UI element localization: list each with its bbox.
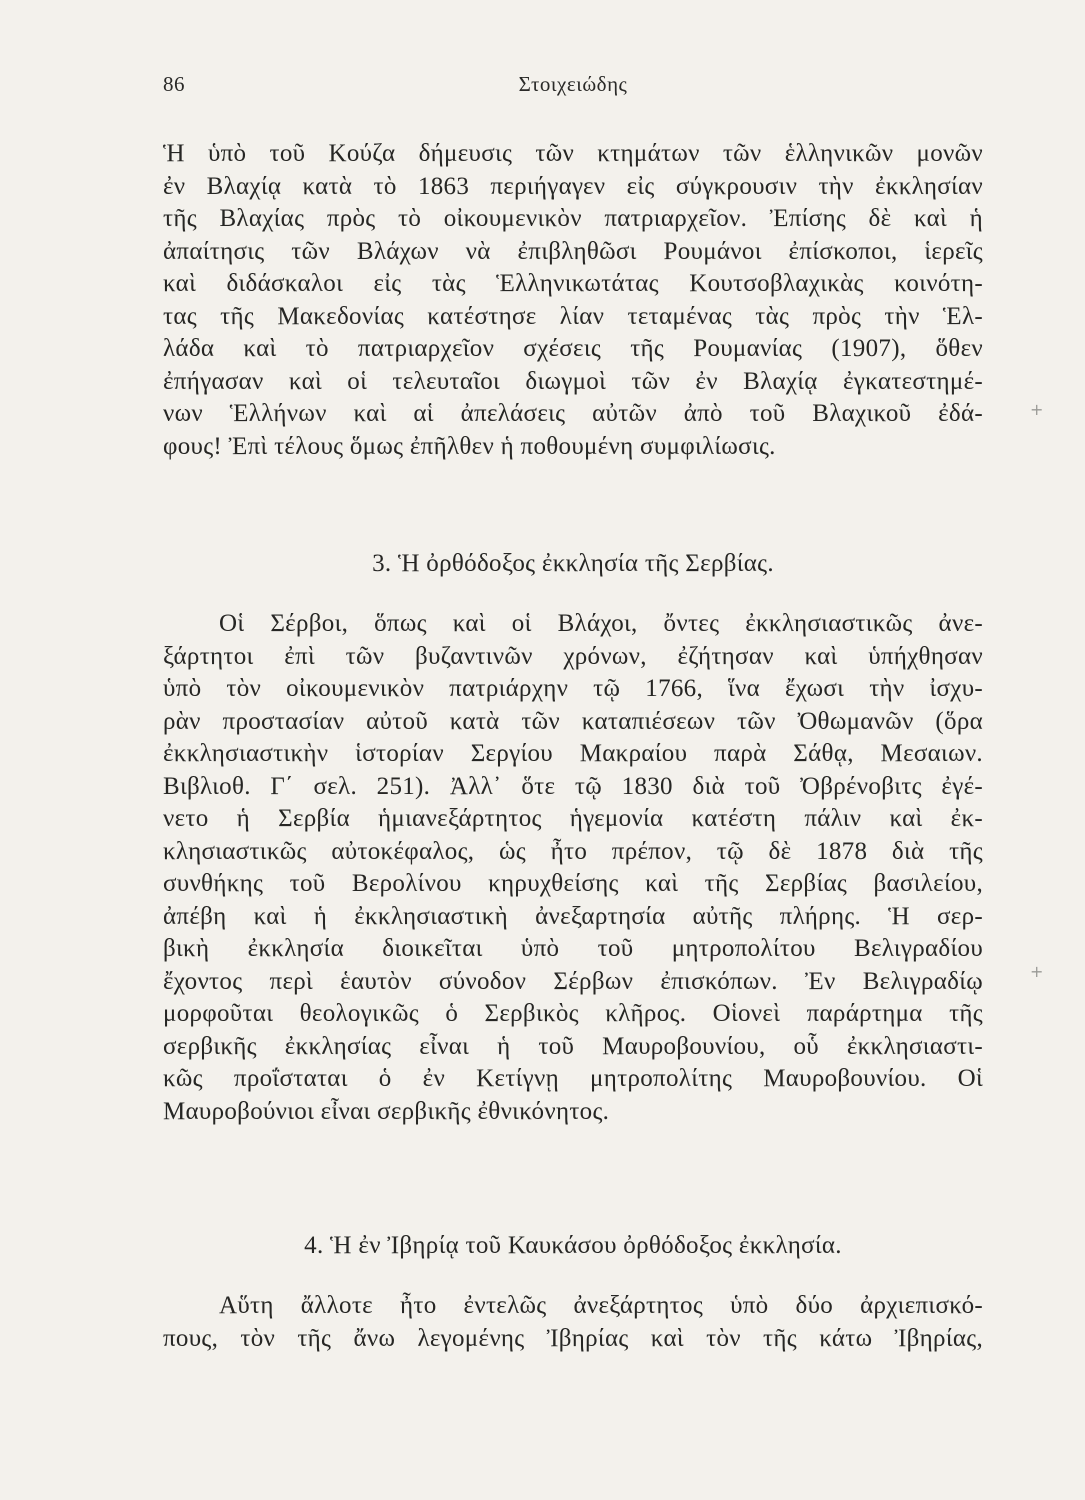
running-title: Στοιχειώδης (518, 72, 628, 96)
margin-mark: + (1030, 962, 1044, 981)
text-line: κῶς προΐσταται ὁ ἐν Κετίγνῃ μητροπολίτης Μαυροβουνίου. Οἱ (163, 1065, 983, 1092)
text-line: μορφοῦται θεολογικῶς ὁ Σερβικὸς κλῆρος. Οἱονεὶ παράρτημα τῆς (163, 1000, 983, 1027)
page-number: 86 (163, 72, 185, 96)
text-line: τας τῆς Μακεδονίας κατέστησε λίαν τεταμένας τὰς πρὸς τὴν Ἑλ- (163, 302, 983, 330)
text-line: Μαυροβούνιοι εἶναι σερβικῆς ἐθνικόνητος. (163, 1097, 610, 1125)
paragraph-iberia (163, 1290, 983, 1355)
text-line: νων Ἑλλήνων καὶ αἱ ἀπελάσεις αὐτῶν ἀπὸ τοῦ Βλαχικοῦ ἐδά- (163, 400, 983, 427)
text-line: νετο ἡ Σερβία ἡμιανεξάρτητος ἡγεμονία κατέστη πάλιν καὶ ἐκ- (163, 805, 983, 832)
margin-mark: + (1030, 400, 1044, 419)
page-header (163, 72, 983, 104)
text-line: καὶ διδάσκαλοι εἰς τὰς Ἑλληνικωτάτας Κουτσοβλαχικὰς κοινότη- (163, 270, 983, 297)
text-line: φους! Ἐπὶ τέλους ὅμως ἐπῆλθεν ἡ ποθουμένη συμφιλίωσις. (163, 432, 776, 460)
text-line: ἀπέβη καὶ ἡ ἐκκλησιαστικὴ ἀνεξαρτησία αὐτῆς πλήρης. Ἡ σερ- (163, 902, 983, 930)
section-heading-iberia: 4. Ἡ ἐν Ἰβηρίᾳ τοῦ Καυκάσου ὀρθόδοξος ἐκκλησία. (304, 1232, 842, 1259)
text-line: ρὰν προστασίαν αὐτοῦ κατὰ τῶν καταπιέσεων τῶν Ὀθωμανῶν (ὅρα (163, 707, 983, 735)
text-line: βικὴ ἐκκλησία διοικεῖται ὑπὸ τοῦ μητροπολίτου Βελιγραδίου (163, 935, 983, 962)
text-line: ἐκκλησιαστικὴν ἱστορίαν Σεργίου Μακραίου παρὰ Σάθᾳ, Μεσαιων. (163, 740, 983, 767)
text-line: σερβικῆς ἐκκλησίας εἶναι ἡ τοῦ Μαυροβουνίου, οὗ ἐκκλησιαστι- (163, 1032, 983, 1060)
paragraph-wallachia (163, 138, 983, 463)
text-line: πους, τὸν τῆς ἄνω λεγομένης Ἰβηρίας καὶ τὸν τῆς κάτω Ἰβηρίας, (163, 1324, 983, 1352)
text-line: ξάρτητοι ἐπὶ τῶν βυζαντινῶν χρόνων, ἐζήτησαν καὶ ὑπήχθησαν (163, 642, 983, 670)
text-line: ἐν Βλαχίᾳ κατὰ τὸ 1863 περιήγαγεν εἰς σύγκρουσιν τὴν ἐκκλησίαν (163, 172, 983, 200)
text-line: ἐπήγασαν καὶ οἱ τελευταῖοι διωγμοὶ τῶν ἐν Βλαχίᾳ ἐγκατεστημέ- (163, 367, 983, 395)
text-line: κλησιαστικῶς αὐτοκέφαλος, ὡς ἦτο πρέπον, τῷ δὲ 1878 διὰ τῆς (163, 837, 983, 865)
text-line: ὑπὸ τὸν οἰκουμενικὸν πατριάρχην τῷ 1766, ἵνα ἔχωσι τὴν ἰσχυ- (163, 675, 983, 702)
text-line: ἀπαίτησις τῶν Βλάχων νὰ ἐπιβληθῶσι Ρουμάνοι ἐπίσκοποι, ἱερεῖς (163, 237, 983, 265)
text-line: συνθήκης τοῦ Βερολίνου κηρυχθείσης καὶ τῆς Σερβίας βασιλείου, (163, 870, 983, 897)
text-line: Οἱ Σέρβοι, ὅπως καὶ οἱ Βλάχοι, ὄντες ἐκκλησιαστικῶς ἀνε- (219, 610, 983, 637)
text-line: λάδα καὶ τὸ πατριαρχεῖον σχέσεις τῆς Ρουμανίας (1907), ὅθεν (163, 335, 983, 362)
paragraph-serbia (163, 608, 983, 1128)
text-line: ἔχοντος περὶ ἑαυτὸν σύνοδον Σέρβων ἐπισκόπων. Ἐν Βελιγραδίῳ (163, 967, 983, 995)
section-heading-serbia: 3. Ἡ ὀρθόδοξος ἐκκλησία τῆς Σερβίας. (372, 550, 774, 577)
text-line: τῆς Βλαχίας πρὸς τὸ οἰκουμενικὸν πατριαρχεῖον. Ἐπίσης δὲ καὶ ἡ (163, 205, 983, 232)
text-line: Ἡ ὑπὸ τοῦ Κούζα δήμευσις τῶν κτημάτων τῶν ἑλληνικῶν μονῶν (163, 140, 983, 167)
text-line: Αὕτη ἄλλοτε ἦτο ἐντελῶς ἀνεξάρτητος ὑπὸ δύο ἀρχιεπισκό- (219, 1292, 983, 1319)
text-line: Βιβλιοθ. Γ΄ σελ. 251). Ἀλλ᾽ ὅτε τῷ 1830 διὰ τοῦ Ὀβρένοβιτς ἐγέ- (163, 772, 983, 800)
